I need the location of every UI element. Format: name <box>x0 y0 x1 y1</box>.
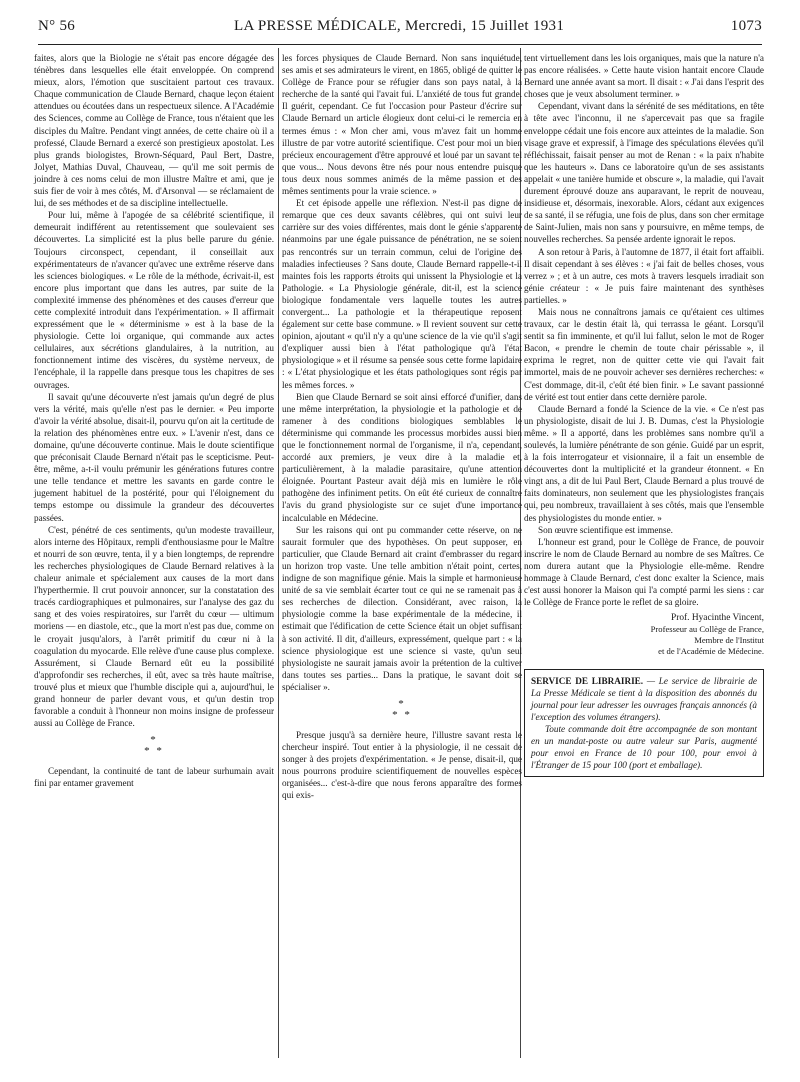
section-separator: * * * <box>144 734 164 758</box>
author-title: Membre de l'Institut <box>694 635 764 646</box>
column-2 <box>282 52 522 802</box>
paragraph: Sur les raisons qui ont pu commander cette réserve, on ne saurait formuler que des hypothèses. On peut supposer, en particulier, que Claude Bernard ait craint d'embrasser du regard un horizon trop vaste. Une telle ambition n'était point, certes, indigne de son magnifique génie. Mais la simple et harmonieuse unité de sa vie semblait écarter tout ce qui ne se ramenait pas à ses recherches de dilection. Considérant, avec raison, la physiologie comme la base expérimentale de la médecine, il estimait que l'édification de cette Science était un objet suffisant à son activité. Il dit, d'ailleurs, expressément, quelque part : « la science physiologique est une science si vaste, qu'un seul physiologiste ne saurait jamais avoir la prétention de la cultiver dans toutes ses parties... Dans la pratique, le savant doit se spécialiser ». <box>282 524 522 692</box>
header-rule <box>38 44 762 45</box>
paragraph: Pour lui, même à l'apogée de sa célébrité scientifique, il demeurait indifférent au retentissement que soulevaient ses découvertes. La simplicité est la plus belle parure du génie. Toujours circonspect, cependant, il conseillait aux expérimentateurs de n'avancer qu'avec une extrême réserve dans les sciences biologiques. « Le rôle de la méthode, écrivait-il, est encore plus important que dans les autres, par suite de la complexité immense des phénomènes et des causes d'erreur que cette complexité introduit dans l'expérimentation. » Il affirmait expressément que le « déterminisme » est à la base de la physiologie. Cette loi organique, qui commande aux actes cellulaires, aux sécrétions glandulaires, à la nutrition, au fonctionnement intime des viscères, du système nerveux, de l'encéphale, il la rappelle dans presque tous les chapitres de ses ouvrages. <box>34 210 274 390</box>
column-divider <box>278 48 279 1058</box>
paragraph: faites, alors que la Biologie ne s'était pas encore dégagée des ténèbres dans lesquelles elle était enveloppée. On comprend mieux, alors, l'émotion que suscitaient partout ces travaux. Chaque communication de Claude Bernard, chaque leçon étaient attendues ou écoutées dans un respectueux silence. A l'Académie des Sciences, comme au Collège de France, tous n'étaient que les disciples du Maître. Pendant vingt années, de cette chaire où il a professé, Claude Bernard a exercé son prestigieux apostolat. Les plus grands biologistes, Brown-Séquard, Paul Bert, Dastre, Jolyet, Mathias Duval, Chauveau, — qu'il me soit permis de joindre à ces noms celui de mon illustre Maître et ami, que je suis fier de voir à mes côtés, M. d'Arsonval — se réclamaient de lui, de ses méthodes et de sa discipline intellectuelle. <box>34 53 274 209</box>
paragraph: les forces physiques de Claude Bernard. Non sans inquiétude, ses amis et ses admirateurs le virent, en 1865, obligé de quitter le Collège de France pour se réfugier dans son pays natal, à la recherche de la santé qui l'avait fui. L'anxiété de tous fut grande. Il guérit, cependant. Ce fut l'occasion pour Pasteur d'écrire sur Claude Bernard un article élogieux dont celui-ci le remercia en termes émus : « Mon cher ami, vous m'avez fait un homme illustre de par votre autorité scientifique. C'est pour moi un bien précieux encouragement d'être approuvé et loué par un savant tel que vous... Nous devons être nés pour nous entendre puisque tous deux nous sommes animés de la même passion et des mêmes sentiments pour la vraie science. » <box>282 53 522 197</box>
journal-title: LA PRESSE MÉDICALE, Mercredi, 15 Juillet 1931 <box>234 18 565 34</box>
paragraph: A son retour à Paris, à l'automne de 1877, il était fort affaibli. Il disait cependant à ses élèves : « j'ai fait de belles choses, vous verrez » ; et à un autre, ces mots à travers lesquels irradiait son génie créateur : « Je puis faire maintenant des synthèses partielles. » <box>524 246 764 305</box>
paragraph: C'est, pénétré de ces sentiments, qu'un modeste travailleur, alors interne des Hôpitaux, rempli d'enthousiasme pour le Maître et nourri de son œuvre, tenta, il y a bien longtemps, de reprendre les recherches physiologiques de Claude Bernard relatives à la chaleur animale et spécialement aux causes de la mort dans l'hyperthermie. Il crut pouvoir annoncer, sur la constatation des tracés cardiographiques et pulmonaires, sur l'analyse des gaz du sang et des voies respiratoires, sur l'arrêt du cœur — ultimum moriens — en diastole, etc., que la mort n'est pas due, comme on le croyait jusqu'alors, à l'arrêt primitif du cœur ni à la coagulation du myocarde. Elle relève d'une cause plus complexe. Assurément, si Claude Bernard eût eu la possibilité d'approfondir ses recherches, il eût, avec sa très haute maîtrise, trouvé plus et mieux que l'humble disciple qui a, aujourd'hui, le grand honneur de parler devant vous, et qu'un destin trop favorable a conduit à l'honneur non moins insigne de professeur aussi au Collège de France. <box>34 524 274 729</box>
paragraph: Et cet épisode appelle une réflexion. N'est-il pas digne de remarque que ces deux savants célèbres, qui ont suivi leur carrière sur des voies différentes, mais dont le génie s'apparente néanmoins par une égale puissance de pénétration, ne se soient pas rencontrés sur un terrain commun, celui de l'origine des maladies infectieuses ? Sans doute, Claude Bernard rappelle-t-il maintes fois les rapports étroits qui unissent la Physiologie et la Pathologie. « La Physiologie générale, dit-il, est la science biologique fondamentale vers laquelle toutes les autres convergent... La pathologie et la thérapeutique reposent également sur cette base commune. » Il revient souvent sur cette opinion, ajoutant « qu'il n'y a qu'une science de la vie qu'il s'agit d'expliquer aussi bien à l'état pathologique qu'à l'état physiologique » et il résume sa pensée sous cette forme lapidaire : « L'état physiologique et les états pathologiques sont régis par les mêmes forces. » <box>282 198 522 390</box>
section-separator: * * * <box>392 697 412 721</box>
paragraph: Il savait qu'une découverte n'est jamais qu'un degré de plus vers la vérité, mais qu'elle n'est pas le dernier. « Peu importe d'avoir la vérité absolue, disait-il, pourvu qu'on ait la certitude de la relation des phénomènes entre eux. » L'avenir n'est, dans ce domaine, qu'une découverte continue. Mais le doute scientifique que préconisait Claude Bernard n'était pas le scepticisme. Peut-être, même, a-t-il voulu prémunir les générations futures contre une telle tendance et mettre les savants en garde contre le jugement habituel de la postérité, pour qui l'éloignement du temps estompe ou dissimule la grandeur des découvertes passées. <box>34 391 274 523</box>
paragraph: Cependant, vivant dans la sérénité de ses méditations, en tête à tête avec l'inconnu, il ne s'apercevait pas que sa fragile enveloppe cédait une fois encore aux atteintes de la maladie. Son visage grave et expressif, à l'image des spéculations élevées qu'il réfléchissait, faisait penser au mot de Renan : « la paix n'habite que les hauteurs ». Dans ce laboratoire qu'un de ses assistants appelait « une tanière humide et obscure », la maladie, qui l'avait durement éprouvé douze ans auparavant, le reprit de nouveau, insidieuse et, désormais, inexorable. Alors, cédant aux exigences de sa santé, il se réfugia, une fois de plus, dans son cher ermitage de Saint-Julien, mais non sans y poursuivre, en même temps, de nouvelles recherches. Sa pensée ardente ignorait le repos. <box>524 101 764 245</box>
paragraph: Presque jusqu'à sa dernière heure, l'illustre savant resta le chercheur inspiré. Tout entier à la physiologie, il ne cessait de songer à des projets d'expérimentation. « Je pense, disait-il, que nous pourrons produire scientifiquement de nouvelles espèces organisées... c'est-à-dire que nous ferons apparaître des formes qui exis- <box>282 729 522 801</box>
paragraph: Mais nous ne connaîtrons jamais ce qu'étaient ces ultimes travaux, car le destin était là, qui terrassa le géant. Lorsqu'il sentit sa fin imminente, et qu'il lui fallut, selon le mot de Roger Bacon, « prendre le chemin de toute chair périssable », il exprima le regret, non de quitter cette vie qui l'avait fait immortel, mais de ne pouvoir achever ses dernières recherches: « C'est dommage, dit-il, c'eût été bien finir. » Le savant passionné de vérité est tout entier dans cette dernière parole. <box>524 306 764 402</box>
bookshop-notice <box>524 669 764 777</box>
notice-text: Toute commande doit être accompagnée de son montant en un mandat-poste ou autre valeur sur Paris, augmenté pour envoi en France de 10 pour 100, pour envoi à l'Étranger de 15 pour 100 (port et emballage). <box>531 724 757 771</box>
author-signature <box>524 612 764 657</box>
paragraph: Bien que Claude Bernard se soit ainsi efforcé d'unifier, dans une même interprétation, la physiologie et la pathologie et de ramener à des conditions biologiques semblables le déterminisme qui commande les processus morbides aussi bien que le fonctionnement normal de l'organisme, il n'a, cependant, accordé aux premiers, je veux dire à la maladie et, particulièrement, à la maladie parasitaire, qu'une attention éloignée. Pourtant Pasteur avait déjà mis en lumière le rôle pathogène des infiniment petits. On eût été curieux de connaître l'avis du grand physiologiste sur ce sujet d'une importance incalculable en Médecine. <box>282 391 522 523</box>
issue-number: N° 56 <box>38 18 76 34</box>
page-number: 1073 <box>730 18 762 34</box>
page-header <box>38 18 762 44</box>
paragraph: L'honneur est grand, pour le Collège de France, de pouvoir inscrire le nom de Claude Bernard au nombre de ses Maîtres. Ce nom durera autant que la Physiologie elle-même. Rendre hommage à Claude Bernard, c'est donc exalter la Science, mais c'est aussi honorer la Maison qui l'a compté parmi les siens : car le Collège de France porte le reflet de sa gloire. <box>524 536 764 608</box>
paragraph: Claude Bernard a fondé la Science de la vie. « Ce n'est pas un physiologiste, disait de lui J. B. Dumas, c'est la Physiologie même. » Il a apporté, dans les problèmes sans nombre qu'il a soulevés, la lumière pénétrante de son génie. Guidé par un esprit, à la fois interrogateur et visionnaire, il a fait un ensemble de découvertes dont la multiplicité et la grandeur étonnent. « En vingt ans, a dit de lui Paul Bert, Claude Bernard a plus trouvé de faits dominateurs, non seulement que les physiologistes français qui, peu nombreux, travaillaient à ses côtés, mais que l'ensemble des physiologistes du monde entier. » <box>524 403 764 523</box>
paragraph: Cependant, la continuité de tant de labeur surhumain avait fini par entamer gravement <box>34 766 274 789</box>
author-name: Prof. Hyacinthe Vincent, <box>671 613 764 624</box>
author-title: et de l'Académie de Médecine. <box>658 646 764 657</box>
paragraph: tent virtuellement dans les lois organiques, mais que la nature n'a pas encore réalisées. » Cette haute vision hantait encore Claude Bernard une année avant sa mort. Il disait : « J'ai dans l'esprit des choses que je veux absolument terminer. » <box>524 53 764 100</box>
paragraph: Son œuvre scientifique est immense. <box>538 524 673 535</box>
notice-text: — Le service de librairie de La Presse Médicale se tient à la disposition des abonnés du journal pour leur adresser les ouvrages français annoncés (à l'exception des volumes étrangers). <box>531 676 757 723</box>
author-title: Professeur au Collège de France, <box>650 624 764 635</box>
notice-title: SERVICE DE LIBRAIRIE. <box>531 676 644 687</box>
column-1 <box>34 52 274 789</box>
column-3 <box>524 52 764 777</box>
